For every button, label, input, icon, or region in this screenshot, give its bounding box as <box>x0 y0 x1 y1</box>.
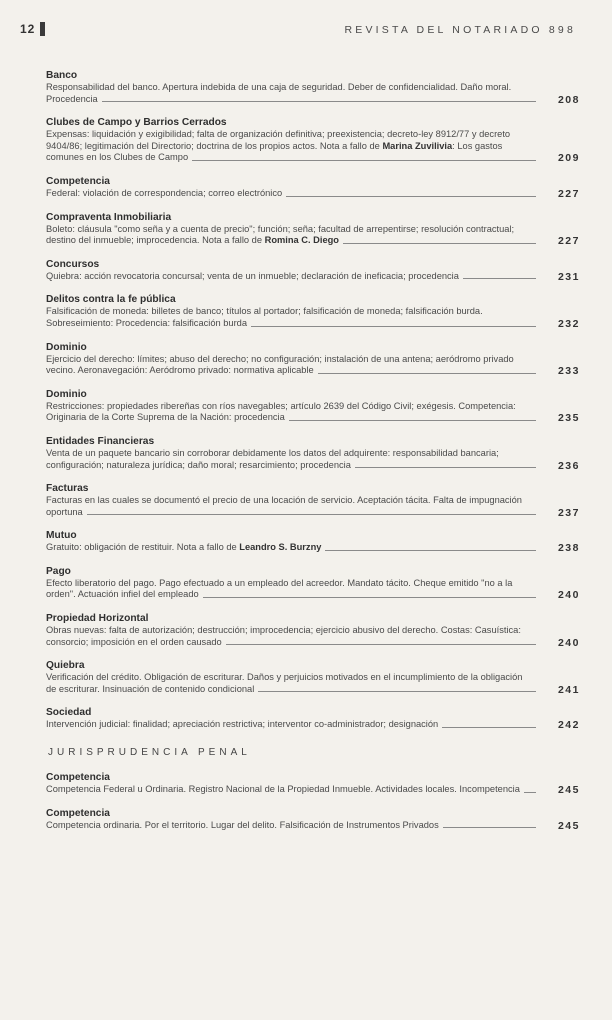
index-entry <box>46 389 580 424</box>
entry-description <box>46 784 580 796</box>
entry-text: Intervención judicial: finalidad; apreciación restrictiva; interventor co-administrador; designación <box>46 719 439 730</box>
leader-rule <box>192 160 536 161</box>
entry-description <box>46 82 580 105</box>
entry-title: Competencia <box>46 807 110 819</box>
entry-text: Competencia Federal u Ordinaria. Registro Nacional de la Propiedad Inmueble. Actividades locales. Incompetencia <box>46 784 520 795</box>
entry-title: Dominio <box>46 341 87 353</box>
entry-title: Banco <box>46 70 78 81</box>
entry-description <box>46 306 580 329</box>
entry-description <box>46 354 580 377</box>
entry-title: Clubes de Campo y Barrios Cerrados <box>46 117 227 129</box>
entry-text: Boleto: cláusula "como seña y a cuenta de precio"; función; seña; facultad de arrepentirse; resolución contractual; destino del inmueble; improcedencia. Nota a fallo de <box>46 223 515 246</box>
page-reference: 237 <box>557 506 580 519</box>
page-reference: 240 <box>557 589 580 602</box>
page-reference: 208 <box>557 93 580 106</box>
page-reference: 227 <box>557 187 580 200</box>
entry-title: Concursos <box>46 258 100 270</box>
entry-text: Falsificación de moneda: billetes de banco; títulos al portador; falsificación de moneda; falsificación burda. Sobreseimiento: Procedencia: falsificación burda <box>46 306 483 328</box>
entry-description <box>46 719 580 731</box>
running-title: REVISTA DEL NOTARIADO 898 <box>344 24 576 36</box>
author-name: Romina C. Diego <box>264 235 339 246</box>
leader-rule <box>289 420 536 421</box>
leader-rule <box>443 827 536 828</box>
page-reference: 231 <box>557 270 580 283</box>
page-reference: 238 <box>557 542 580 555</box>
leader-rule <box>524 792 536 793</box>
entry-title: Compraventa Inmobiliaria <box>46 211 172 223</box>
leader-rule <box>463 278 536 279</box>
index-entry <box>46 660 580 695</box>
index-entry <box>46 707 580 731</box>
index-entry <box>46 613 580 648</box>
entry-title: Dominio <box>46 388 87 400</box>
page-reference: 240 <box>557 636 580 649</box>
leader-rule <box>286 196 536 197</box>
page-reference: 241 <box>557 683 580 696</box>
index-entry <box>46 530 580 554</box>
entry-description <box>46 625 580 648</box>
page-number: 12 <box>20 22 36 36</box>
entry-description <box>46 495 580 518</box>
leader-rule <box>355 467 536 468</box>
page-reference: 209 <box>557 152 580 165</box>
entry-title: Quiebra <box>46 660 85 672</box>
index-entry <box>46 483 580 518</box>
leader-rule <box>325 550 536 551</box>
page-reference: 233 <box>557 365 580 378</box>
penal-entries-list <box>46 772 580 831</box>
index-entry <box>46 808 580 832</box>
leader-rule <box>102 101 536 102</box>
entry-text: Facturas en las cuales se documentó el precio de una locación de servicio. Aceptación tácita. Falta de impugnación oportuna <box>46 495 522 517</box>
entry-title: Propiedad Horizontal <box>46 613 149 625</box>
entry-text: Restricciones: propiedades ribereñas con ríos navegables; artículo 2639 del Código Civil; exégesis. Competencia: Originaria de la Corte Suprema de la Nación: procedencia <box>46 400 516 423</box>
entry-description <box>46 578 580 601</box>
page-reference: 232 <box>557 317 580 330</box>
page-reference: 236 <box>557 459 580 472</box>
leader-rule <box>226 644 536 645</box>
index-content <box>46 70 580 843</box>
entry-description <box>46 820 580 832</box>
page-reference: 235 <box>557 412 580 425</box>
entry-description <box>46 188 580 200</box>
section-heading-penal: JURISPRUDENCIA PENAL <box>48 747 251 759</box>
entry-description <box>46 448 580 471</box>
entry-description <box>46 401 580 424</box>
page-reference: 245 <box>557 819 580 832</box>
civil-entries-list <box>46 70 580 731</box>
leader-rule <box>442 727 536 728</box>
index-entry <box>46 70 580 105</box>
entry-description <box>46 271 580 283</box>
entry-title: Pago <box>46 565 71 577</box>
entry-title: Delitos contra la fe pública <box>46 294 176 306</box>
page-header <box>0 22 612 42</box>
index-entry <box>46 117 580 164</box>
entry-text: Obras nuevas: falta de autorización; destrucción; improcedencia; ejercicio abusivo del derecho. Costas: Casuística: consorcio; imposición en el orden causado <box>46 625 521 647</box>
entry-title: Competencia <box>46 772 110 784</box>
author-name: Leandro S. Burzny <box>239 542 322 553</box>
entry-text: Expensas: liquidación y exigibilidad; falta de organización definitiva; preexistencia; decreto-ley 8912/77 y decreto 9404/86; legitimación del Directorio; doctrina de los propios actos. Nota a fallo de <box>46 129 511 151</box>
entry-description <box>46 129 580 164</box>
entry-title: Mutuo <box>46 530 77 542</box>
index-entry <box>46 342 580 377</box>
leader-rule <box>203 597 536 598</box>
entry-text: Ejercicio del derecho: límites; abuso del derecho; no configuración; instalación de una antena; aeródromo privado vecino. Aeronavegación: Aeródromo privado: normativa aplicable <box>46 353 514 376</box>
entry-text: Responsabilidad del banco. Apertura indebida de una caja de seguridad. Deber de confidencialidad. Daño moral. Procedencia <box>46 82 512 104</box>
entry-text: Efecto liberatorio del pago. Pago efectuado a un empleado del acreedor. Mandato tácito. Cheque emitido "no a la orden". Actuación infiel del empleado <box>46 577 513 600</box>
entry-text: Federal: violación de correspondencia; correo electrónico <box>46 187 283 198</box>
entry-text: Competencia ordinaria. Por el territorio. Lugar del delito. Falsificación de Instrumentos Privados <box>46 819 439 830</box>
author-name: Marina Zuvilivia <box>382 140 453 151</box>
index-entry <box>46 176 580 200</box>
leader-rule <box>343 243 536 244</box>
entry-description <box>46 224 580 247</box>
header-bar <box>40 22 45 36</box>
leader-rule <box>87 514 536 515</box>
entry-title: Sociedad <box>46 707 92 719</box>
entry-description <box>46 542 580 554</box>
entry-description <box>46 672 580 695</box>
page-reference: 227 <box>557 235 580 248</box>
page-reference: 242 <box>557 719 580 732</box>
index-entry <box>46 294 580 329</box>
index-entry <box>46 436 580 471</box>
entry-text: Verificación del crédito. Obligación de escriturar. Daños y perjuicios motivados en el incumplimiento de la obligación de escriturar. Insinuación de contenido condicional <box>46 672 523 694</box>
leader-rule <box>318 373 536 374</box>
page-reference: 245 <box>557 784 580 797</box>
index-entry <box>46 212 580 247</box>
entry-text: Gratuito: obligación de restituir. Nota a fallo de <box>46 542 240 553</box>
leader-rule <box>258 691 536 692</box>
entry-text: Venta de un paquete bancario sin corroborar debidamente los datos del adquirente: responsabilidad bancaria; configuración; naturaleza jurídica; daño moral; resarcimiento; procedencia <box>46 447 499 470</box>
index-entry <box>46 772 580 796</box>
entry-text-suffix: : Los gastos comunes en los Clubes de Campo <box>46 140 503 163</box>
index-entry <box>46 566 580 601</box>
leader-rule <box>251 326 536 327</box>
index-entry <box>46 259 580 283</box>
entry-text: Quiebra: acción revocatoria concursal; venta de un inmueble; declaración de ineficacia; procedencia <box>46 270 459 281</box>
entry-title: Entidades Financieras <box>46 435 155 447</box>
entry-title: Facturas <box>46 483 89 495</box>
entry-title: Competencia <box>46 175 110 187</box>
